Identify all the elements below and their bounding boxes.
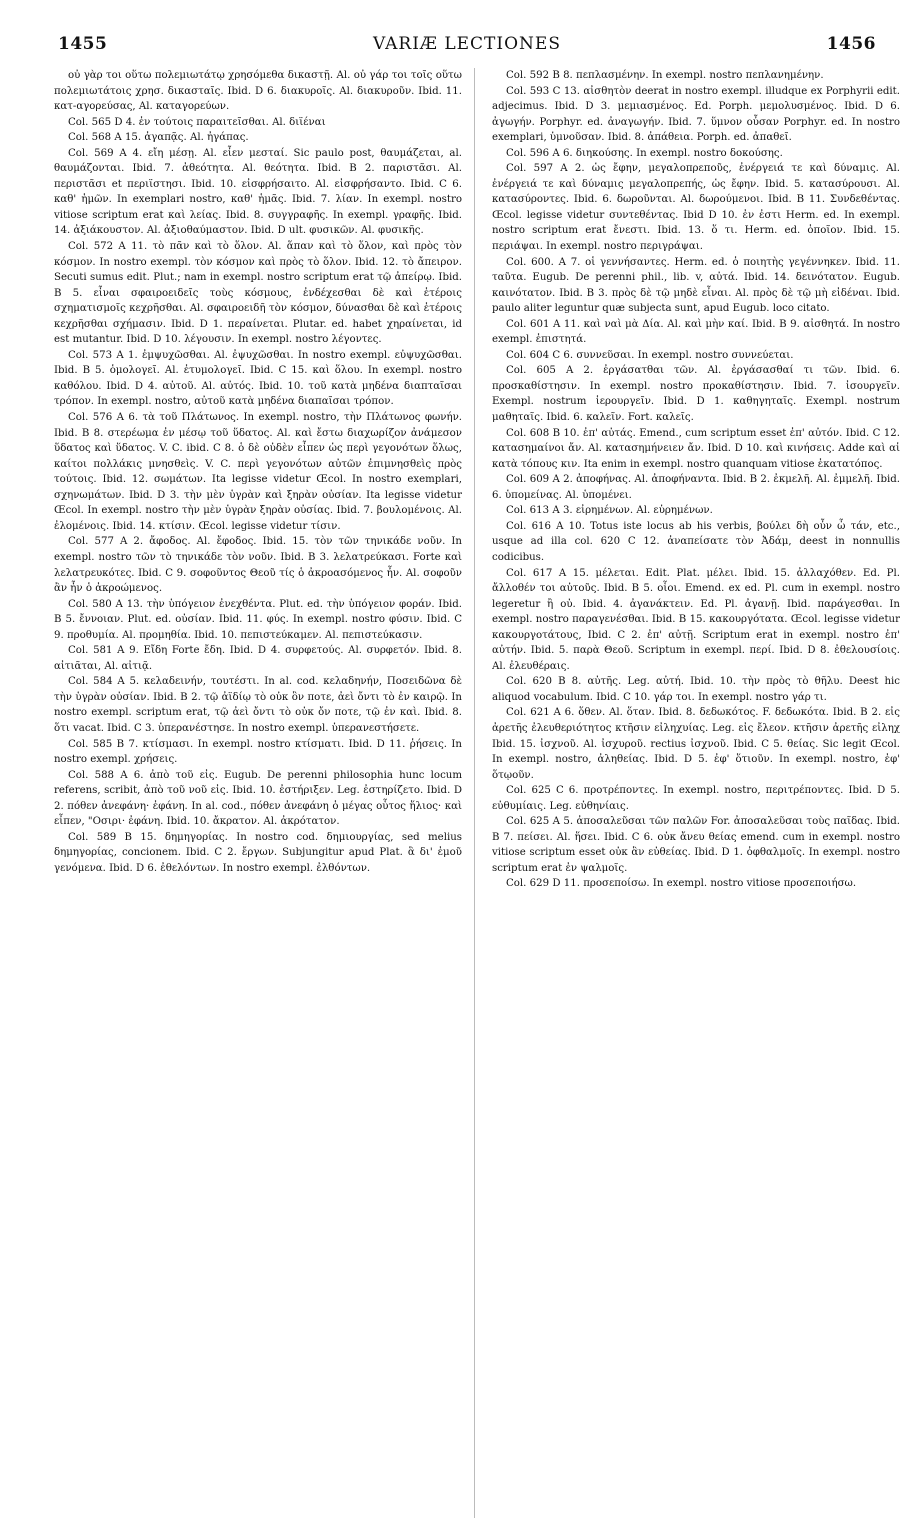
- variant-entry: Col. 601 A 11. καὶ ναὶ μὰ Δία. Al. καὶ μὴν καί. Ibid. B 9. αἰσθητά. In nostro exempl. ἐπιστητά.: [492, 318, 900, 346]
- page-number-left: 1455: [58, 34, 108, 54]
- variant-entry: Col. 588 A 6. ἀπὸ τοῦ εἰς. Eugub. De perenni philosophia hunc locum referens, scribit, ἀπὸ τοῦ νοῦ εἰς. Ibid. 10. ἐστήριξεν. Leg. ἐστηρίζετο. Ibid. D 2. πόθεν ἀνεφάνη· ἐφάνη. In al. cod., πόθεν ἀνεφάνη ὁ μέγας οὗτος ἥλιος· καὶ εἶπεν, "Οσιρι· ἐφάνη. Ibid. 10. ἄκρατον. Al. ἀκρότατον.: [54, 769, 462, 828]
- variant-entry: Col. 585 B 7. κτίσμασι. In exempl. nostro κτίσματι. Ibid. D 11. ῥήσεις. In nostro exempl. χρήσεις.: [54, 738, 462, 766]
- variant-entry: Col. 596 A 6. διηκούσης. In exempl. nostro δοκούσης.: [506, 147, 783, 159]
- variant-entry: Col. 569 A 4. εἴη μέσῃ. Al. εἶεν μεσταί. Sic paulo post, θαυμάζεται, al. θαυμάζονται. Ibid. 7. ἀθεότητα. Al. θεότητα. Ibid. B 2. παριστᾶσι. Al. περιστᾶσι et περιϊστησι. Ibid. 10. εἰσφρήσαιτο. Al. εἰσφρήσαντο. Ibid. C 6. καθ' ἡμῶν. In exemplari nostro, καθ' ἡμᾶς. Ibid. 7. λίαν. In exempl. nostro vitiose scriptum erat καὶ λείας. Ibid. 8. συγγραφῆς. In exempl. γραφῆς. Ibid. 14. ἀξιάκουστον. Al. ἀξιοθαύμαστον. Ibid. D ult. φυσικῶν. Al. φυσικῆς.: [54, 147, 462, 237]
- variant-entry: Col. 573 A 1. ἐμψυχῶσθαι. Al. ἐψυχῶσθαι. In nostro exempl. εὐψυχῶσθαι. Ibid. B 5. ὁμολογεῖ. Al. ἐτυμολογεῖ. Ibid. C 15. καὶ ὅλου. In exempl. nostro καθόλου. Ibid. D 4. αὐτοῦ. Al. αὐτός. Ibid. 10. τοῦ κατὰ μηδένα διαπταῖσαι τρόπον. In exempl. nostro, αὐτοῦ κατὰ μηδένα διαπαῖσαι τρόπον.: [54, 349, 462, 408]
- variant-entry: Col. 616 A 10. Totus iste locus ab his verbis, βούλει δὴ οὖν ὦ τάν, etc., usque ad illa col. 620 C 12. ἀναπείσατε τὸν Ἀδάμ, deest in nonnullis codicibus.: [492, 520, 900, 563]
- variant-entry: Col. 613 A 3. εἰρημένων. Al. εὑρημένων.: [506, 505, 713, 517]
- variant-entry: Col. 600. A 7. οἱ γεννήσαντες. Herm. ed. ὁ ποιητὴς γεγέννηκεν. Ibid. 11. ταῦτα. Eugub. De perenni phil., lib. v, αὐτά. Ibid. 14. δεινότατον. Eugub. καινότατον. Ibid. B 3. πρὸς δὲ τῷ μηδὲ εἶναι. Al. πρὸς δὲ τῷ μὴ εἰδέναι. Ibid. paulo aliter leguntur quæ subjecta sunt, apud Eugub. loco citato.: [492, 256, 900, 315]
- variant-entry: Col. 593 C 13. αἰσθητὸν deerat in nostro exempl. illudque ex Porphyrii edit. adjecimus. Ibid. D 3. μεμιασμένος. Ed. Porph. μεμολυσμένος. Ibid. D 6. ἀγωγήν. Porphyr. ed. ἀναγωγήν. Ibid. 7. ὕμνον οὖσαν Porphyr. ed. In nostro exemplari, ὑμνοῦσαν. Ibid. 8. ἀπάθεια. Porph. ed. ἀπαθεῖ.: [492, 85, 900, 144]
- variant-entry: Col. 576 A 6. τὰ τοῦ Πλάτωνος. In exempl. nostro, τὴν Πλάτωνος φωνήν. Ibid. B 8. στερέωμα ἐν μέσῳ τοῦ ὕδατος. Al. καὶ ἔστω διαχωρίζον ἀνάμεσον ὕδατος καὶ ὕδατος. V. C. ibid. C 8. ὁ δὲ οὐδὲν εἶπεν ὡς περὶ γεγονότων ὅλως, καίτοι πολλάκις μνησθεὶς. V. C. περὶ γεγονότων αὐτῶν ἐπιμνησθεὶς πρὸς τούτοις. Ibid. 12. σωμάτων. Ita legisse videtur Œcol. In nostro exemplari, σχηνωμάτων. Ibid. D 3. τὴν μὲν ὑγρὰν καὶ ξηρὰν οὐσίαν. Ita legisse videtur Œcol. In exempl. nostro τὴν μὲν ὑγρὰν ξηρὰν οὐσίας. Ibid. 7. βουλομένοις. Al. ἐλομένοις. Ibid. 14. κτίσιν. Œcol. legisse videtur τίσιν.: [54, 412, 462, 532]
- variant-entry: Col. 609 A 2. ἀποφήνας. Al. ἀποφήναντα. Ibid. B 2. ἐκμελῆ. Al. ἐμμελῆ. Ibid. 6. ὑπομείνας. Al. ὑπομένει.: [492, 474, 900, 501]
- variant-entry: Col. 625 A 5. ἀποσαλεῦσαι τῶν παλῶν For. ἀποσαλεῦσαι τοὺς παῖδας. Ibid. B 7. πείσει. Al. ἥσει. Ibid. C 6. οὐκ ἄνευ θείας emend. cum in exempl. nostro vitiose scriptum esset οὐκ ἂν εὐθείας. Ibid. D 1. ὀφθαλμοῖς. In exempl. nostro scriptum erat ἐν ψαλμοῖς.: [492, 816, 900, 874]
- variant-entry: Col. 620 B 8. αὐτῆς. Leg. αὐτή. Ibid. 10. τὴν πρὸς τὸ θῆλυ. Deest hic aliquod vocabulum. Ibid. C 10. γάρ τοι. In exempl. nostro γάρ τι.: [492, 676, 900, 703]
- variant-entry: Col. 589 B 15. δημηγορίας. In nostro cod. δημιουργίας, sed melius δημηγορίας, concionem. Ibid. C 2. ἔργων. Subjungitur apud Plat. ἃ δι' ἐμοῦ γενόμενα. Ibid. D 6. ἐθελόντων. In nostro exempl. ἐλθόντων.: [54, 831, 462, 874]
- variant-entry: Col. 625 C 6. προτρέποντες. In exempl. nostro, περιτρέποντες. Ibid. D 5. εὐθυμίαις. Leg. εὐθηνίαις.: [492, 785, 900, 812]
- running-title: VARIÆ LECTIONES: [373, 34, 561, 54]
- variant-entry: Col. 581 A 9. Εἴδη Forte ἔδη. Ibid. D 4. συρφετούς. Al. συρφετόν. Ibid. 8. αἰτιᾶται, Al. αἰτιᾷ.: [54, 645, 462, 672]
- variant-entry: Col. 597 A 2. ὡς ἔφην, μεγαλοπρεποῦς, ἐνέργειά τε καὶ δύναμις. Al. ἐνέργειά τε καὶ δύναμις μεγαλοπρεπής, ὡς ἔφην. Ibid. 5. κατασύρουσι. Al. κατασύροντες. Ibid. 6. δωροῦνται. Al. δωρούμενοι. Ibid. B 11. Συνδεθέντας. Œcol. legisse videtur συντεθέντας. Ibid D 10. ἐν ἐστι Herm. ed. In exempl. nostro scriptum erat ἔνεστι. Ibid. 13. ὅ τι. Herm. ed. ὁποῖον. Ibid. 15. περιάψαι. In exempl. nostro περιγράψαι.: [492, 163, 900, 253]
- page-header: [58, 34, 876, 56]
- variant-entry: Col. 608 B 10. ἐπ' αὐτάς. Emend., cum scriptum esset ἐπ' αὐτόν. Ibid. C 12. κατασημαίνοι ἄν. Al. κατασημήνειεν ἄν. Ibid. D 10. καὶ κινήσεις. Adde καὶ αἱ κατὰ τόπους κιν. Ita enim in exempl. nostro quanquam vitiose ἑκατατόπος.: [492, 427, 900, 470]
- variant-entry: Col. 617 A 15. μέλεται. Edit. Plat. μέλει. Ibid. 15. ἀλλαχόθεν. Ed. Pl. ἄλλοθέν τοι αὐτοῦς. Ibid. B 5. οἷοι. Emend. ex ed. Pl. cum in exempl. nostro legeretur ἢ οὐ. Ibid. 4. ἀγανάκτειν. Ed. Pl. ἀγανῇ. Ibid. παράγεσθαι. In exempl. nostro παραγενέσθαι. Ibid. B 15. κακουργότατα. Œcol. legisse videtur κακουργοτάτους, Ibid. C 2. ἐπ' αὐτῇ. Scriptum erat in exempl. nostro ἐπ' αὐτήν. Ibid. 5. παρὰ Θεοῦ. Scriptum in exempl. περί. Ibid. D 8. ἐθελουσίοις. Al. ἐλευθέραις.: [492, 567, 900, 672]
- left-column: [54, 68, 462, 1530]
- page-number-right: 1456: [826, 34, 876, 54]
- variant-entry: Col. 621 A 6. ὅθεν. Al. ὅταν. Ibid. 8. δεδωκότος. F. δεδωκότα. Ibid. B 2. εἰς ἀρετῆς ἐλευθεριότητος κτῆσιν εἰληχυίας. Leg. εἰς ἔλεον. κτῆσιν ἀρετῆς εἰληχ Ibid. 15. ἰσχνοῦ. Al. ἰσχυροῦ. rectius ἰσχνοῦ. Ibid. C 5. θείας. Sic legit Œcol. In exempl. nostro, ἀληθείας. Ibid. D 5. ἐφ' ὅτιοῦν. In exempl. nostro, ἐφ' ὅτῳοῦν.: [492, 707, 900, 781]
- variant-entry: Col. 604 C 6. συννεῦσαι. In exempl. nostro συννεύεται.: [506, 349, 794, 361]
- variant-entry: Col. 565 D 4. ἐν τούτοις παραιτεῖσθαι. Al. διϊέναι: [68, 116, 326, 128]
- column-divider: [474, 68, 475, 1518]
- variant-entry: Col. 568 A 15. ἀγαπᾷς. Al. ἠγάπας.: [68, 132, 249, 144]
- variant-entry: Col. 629 D 11. προσεποίσω. In exempl. nostro vitiose προσεποιήσω.: [506, 878, 857, 890]
- variant-entry: Col. 572 A 11. τὸ πᾶν καὶ τὸ ὅλον. Al. ἅπαν καὶ τὸ ὅλον, καὶ πρὸς τὸν κόσμον. In nostro exempl. τὸν κόσμον καὶ πρὸς τὸ ὅλον. Ibid. 12. τὸ ἄπειρον. Secuti sumus edit. Plut.; nam in exempl. nostro scriptum erat τῷ ἀπείρῳ. Ibid. B 5. εἶναι σφαιροειδεῖς τοὺς κόσμους, ἐνδέχεσθαι δὲ καὶ ἑτέροις σχηματισμοῖς κεχρῆσθαι. Al. σφαιροειδῆ τὸν κόσμον, δύνασθαι δὲ καὶ ἑτέροις κεχρῆσθαι σχήμασιν. Ibid. D 1. περαίνεται. Plutar. ed. habet χηραίνεται, id est mutantur. Ibid. D 10. λέγουσιν. In exempl. nostro λέγοντες.: [54, 241, 462, 346]
- variant-entry: Col. 605 A 2. ἐργάσατθαι τῶν. Al. ἐργάσασθαί τι τῶν. Ibid. 6. προσκαθίστησιν. In exempl. nostro προκαθίστησιν. Ibid. 7. ἰσουργεῖν. Exempl. nostrum ἱερουργεῖν. Ibid. D 1. καθηγηταῖς. Exempl. nostrum μαθηταῖς. Ibid. 6. καλεῖν. Fort. καλεῖς.: [492, 365, 900, 424]
- variant-entry: Col. 592 B 8. πεπλασμένην. In exempl. nostro πεπλανημένην.: [506, 70, 824, 81]
- variant-entry: Col. 580 A 13. τὴν ὑπόγειον ἐνεχθέντα. Plut. ed. τὴν ὑπόγειον φοράν. Ibid. B 5. ἔννοιαν. Plut. ed. οὐσίαν. Ibid. 11. φύς. In exempl. nostro φύσιν. Ibid. C 9. προθυμία. Al. προμηθία. Ibid. 10. πεπιστεύκαμεν. Al. πεπιστεύκασιν.: [54, 598, 462, 641]
- variant-entry: οὐ γὰρ τοι οὕτω πολεμιωτάτῳ χρησόμεθα δικαστῇ. Al. οὐ γάρ τοι τοῖς οὕτω πολεμιωτάτοις χρησ. δικασταῖς. Ibid. D 6. διακυροῖς. Al. διακυροῦν. Ibid. 11. κατ-αγορεύσας, Al. καταγορεύων.: [54, 70, 462, 113]
- right-column: [492, 68, 900, 1530]
- variant-entry: Col. 577 A 2. ἄφοδος. Al. ἔφοδος. Ibid. 15. τὸν τῶν τηνικάδε νοῦν. In exempl. nostro τῶν τὸ τηνικάδε τὸν νοῦν. Ibid. B 3. λελατρεύκασι. Forte καὶ λελατρευκότες. Ibid. C 9. σοφοῦντος Θεοῦ τίς ὁ ἀκροασόμενος ἦν. Al. σοφοῦν ἂν ἦν ὁ ἀκροώμενος.: [54, 536, 462, 595]
- variant-entry: Col. 584 A 5. κελαδεινήν, τουτέστι. In al. cod. κελαδηνήν, Ποσειδῶνα δὲ τὴν ὑγρὰν οὐσίαν. Ibid. B 2. τῷ ἀϊδίῳ τὸ οὐκ ὂν ποτε, ἀεὶ ὄντι τὸ ἐν καιρῷ. In nostro exempl. scriptum erat, τῷ ἀεὶ ὄντι τὸ οὐκ ὄν ποτε, τῷ ἐν καὶ. Ibid. 8. ὅτι vacat. Ibid. C 3. ὑπερανέστησε. In nostro exempl. ὑπερανεστήσετε.: [54, 676, 462, 734]
